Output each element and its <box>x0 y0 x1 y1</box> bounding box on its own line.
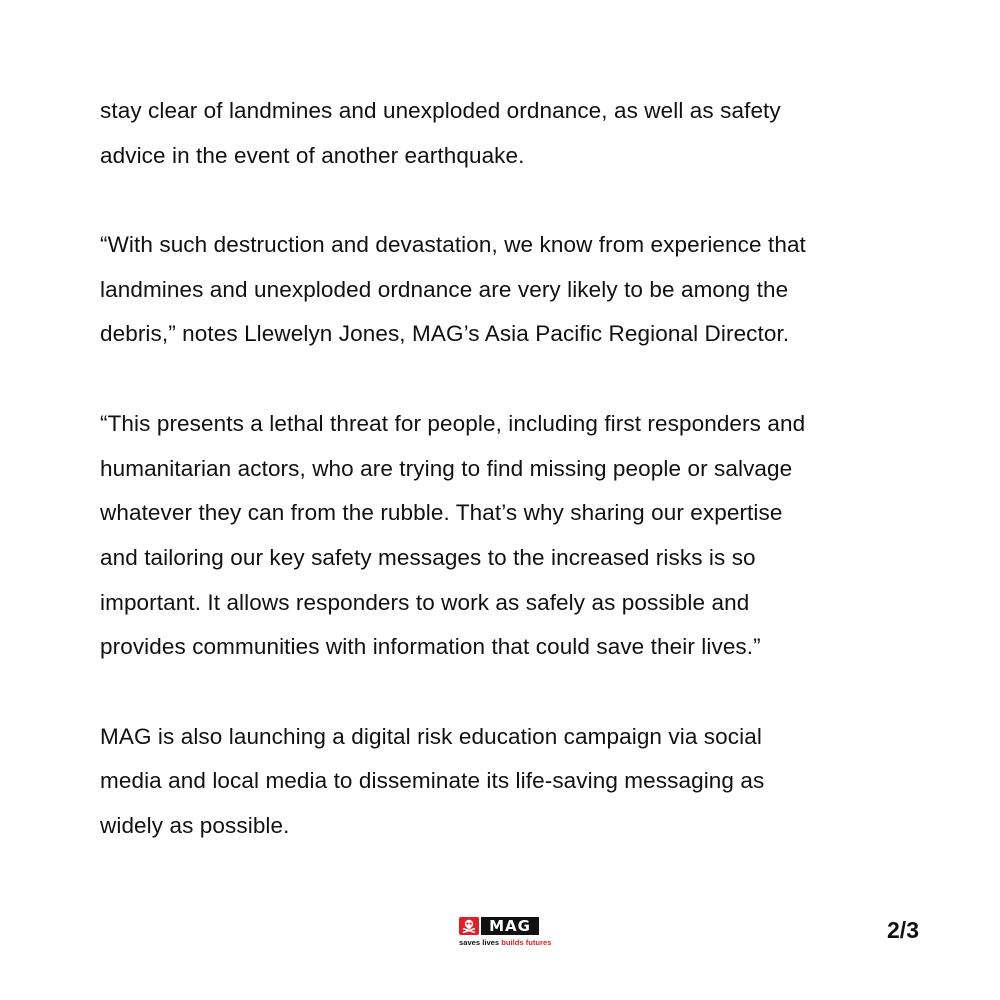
tagline-saves-lives: saves lives <box>459 938 500 947</box>
mag-logo <box>459 916 552 948</box>
paragraph <box>100 715 900 849</box>
article-body <box>100 89 900 849</box>
skull-crossbones-icon <box>459 917 479 935</box>
logo-wordmark: MAG <box>481 917 539 935</box>
paragraph <box>100 402 900 670</box>
tagline-builds-futures: builds futures <box>501 938 552 947</box>
text-line: advice in the event of another earthquake. <box>100 142 525 168</box>
paragraph <box>100 89 900 178</box>
text-line: debris,” notes Llewelyn Jones, MAG’s Asia Pacific Regional Director. <box>100 321 790 347</box>
skull-crossbones-icon-graphic <box>459 917 479 935</box>
logo-top-row <box>459 916 541 936</box>
text-line: landmines and unexploded ordnance are very likely to be among the <box>100 276 789 302</box>
text-line: MAG is also launching a digital risk education campaign via social <box>100 723 762 749</box>
text-line: important. It allows responders to work as safely as possible and <box>100 589 750 615</box>
page-number: 2/3 <box>887 917 919 943</box>
paragraph-spacer <box>100 670 900 715</box>
logo-tagline <box>459 938 552 948</box>
text-line: stay clear of landmines and unexploded ordnance, as well as safety <box>100 98 781 123</box>
text-line: “With such destruction and devastation, we know from experience that <box>100 232 806 258</box>
text-line: whatever they can from the rubble. That’s why sharing our expertise <box>100 500 783 526</box>
text-line: media and local media to disseminate its life-saving messaging as <box>100 768 765 794</box>
paragraph-spacer <box>100 178 900 223</box>
text-line: “This presents a lethal threat for people, including first responders and <box>100 410 806 436</box>
text-line: widely as possible. <box>100 813 290 838</box>
paragraph-spacer <box>100 357 900 402</box>
paragraph <box>100 223 900 357</box>
text-line: humanitarian actors, who are trying to find missing people or salvage <box>100 455 793 481</box>
text-line: provides communities with information that could save their lives.” <box>100 634 761 660</box>
text-line: and tailoring our key safety messages to the increased risks is so <box>100 544 756 570</box>
